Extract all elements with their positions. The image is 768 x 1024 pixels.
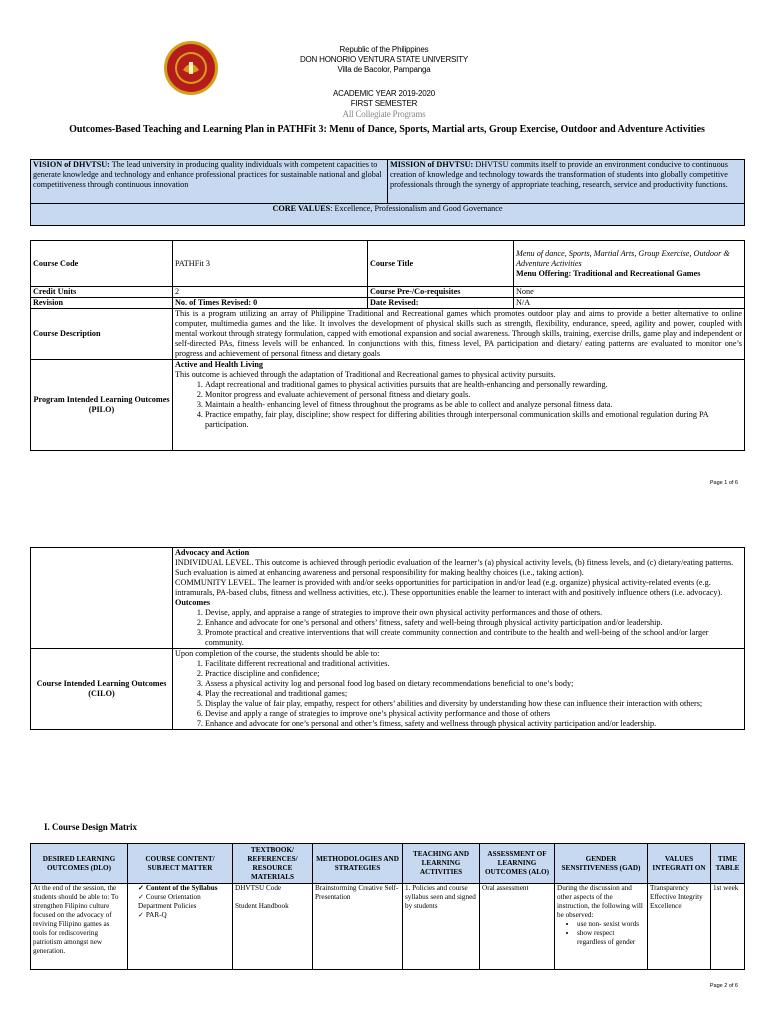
outcomes-table [30,547,745,730]
republic-line: Republic of the Philippines [339,45,429,54]
outcomes-list [175,608,742,648]
values-cell: Transparency Effective Integrity Excellence [648,884,711,970]
list-item: 2. Enhance and advocate for one’s personal and others’ fitness, safety and well-being through physical activity participation and/or leadership. [205,618,742,628]
letterhead [0,45,768,75]
section-title: I. Course Design Matrix [44,822,137,832]
list-item: 5. Display the value of fair play, empathy, respect for others’ abilities and diversity by understanding how these can influence their interaction with others; [205,699,742,709]
course-code-label: Course Code [31,241,173,287]
list-item: • use non- sexist words [577,920,645,929]
vision-text: The lead university in producing quality individuals with competent capacities to generate knowledge and technology and enhance professional practices for sustainable national and global competitiveness through continuous innovation [33,160,382,189]
core-values-label: CORE VALUES [272,204,331,213]
gad-list [557,920,645,947]
date-revised-label: Date Revised: [368,298,514,309]
mission-label: MISSION of DHVTSU: [390,160,474,169]
college-line: All Collegiate Programs [342,109,426,119]
list-item: • show respect regardless of gender [577,929,645,947]
advocacy-heading: Advocacy and Action [175,548,250,557]
reference-2: Student Handbook [235,902,289,910]
gad-cell [555,884,648,970]
date-revised-value: N/A [514,298,745,309]
gad-intro: During the discussion and other aspects of the instruction, the following will be observed: [557,884,643,919]
credit-units-value: 2 [173,287,368,298]
pilo-intro: This outcome is achieved through the adaptation of Traditional and Recreational games to physical activity pursuits. [175,370,556,379]
cilo-content [173,649,745,730]
course-code-value: PATHFit 3 [173,241,368,287]
dlo-cell: At the end of the session, the students should be able to: To strengthen Filipino culture focused on the advocacy of reviving Filipino games as tools for rediscovering patriotism amongst new generation. [31,884,128,970]
credit-units-label: Credit Units [31,287,173,298]
menu-offering: Menu Offering: Traditional and Recreational Games [516,268,701,278]
page-2 [0,535,768,1024]
list-item: 1. Facilitate different recreational and traditional activities. [205,659,742,669]
course-title-italic: Menu of dance, Sports, Martial Arts, Group Exercise, Outdoor & Adventure Activities [516,248,730,268]
cilo-label: Course Intended Learning Outcomes (CILO) [31,649,173,730]
vision-cell [31,160,388,204]
page-number: Page 2 of 6 [709,983,738,989]
list-item: 2. Practice discipline and confidence; [205,669,742,679]
course-description-text: This is a program utilizing an array of Philippine Traditional and Recreational games which promotes outdoor play and aims to provide a better alternative to online computer, multimedia games and the like. It involves the development of physical skills such as strength, flexibility, endurance, speed, agility and power, coupled with mental workout through strategy formulation, capped with emotional expansion and social awareness. Through skills, training, exercise drills, game play and independent or self-directed PAs, fitness levels will be enhanced. In conjunctions with this, fitness level, PA participation and dietary/ eating patterns are evaluated to monitor one’s progress and achievement of personal fitness and dietary goals [173,309,745,360]
term-info [0,89,768,119]
university-location: Villa de Bacolor, Pampanga [337,65,431,74]
revision-label: Revision [31,298,173,309]
advocacy-label-cell [31,548,173,649]
vision-mission-table [30,159,745,226]
header-methodologies: METHODOLOGIES AND STRATEGIES [313,844,403,884]
course-description-label: Course Description [31,309,173,360]
page-number: Page 1 of 6 [709,480,738,486]
header-content: COURSE CONTENT/ SUBJECT MATTER [128,844,233,884]
header-references: TEXTBOOK/ REFERENCES/ RESOURCE MATERIALS [233,844,313,884]
course-title-value [514,241,745,287]
list-item: ✓ Course Orientation Department Policies [138,893,230,911]
prereq-value: None [514,287,745,298]
cilo-list [175,659,742,729]
course-info-table [30,240,745,451]
core-values-cell [31,204,745,226]
list-item: 3. Promote practical and creative interventions that will create community connection and contribute to the health and well-being of the school and/or larger community. [205,628,742,648]
vision-label: VISION of DHVTSU: [33,160,110,169]
cilo-intro: Upon completion of the course, the students should be able to: [175,649,380,658]
pilo-label: Program Intended Learning Outcomes (PILO) [31,360,173,451]
methods-cell: Brainstorming Creative Self-Presentation [313,884,403,970]
pilo-content [173,360,745,451]
university-name: DON HONORIO VENTURA STATE UNIVERSITY [299,55,469,64]
mission-cell [388,160,745,204]
outcomes-heading: Outcomes [175,598,211,607]
course-design-matrix [30,843,745,970]
list-item: 1. Adapt recreational and traditional games to physical activities pursuits that are health-enhancing and personally rewarding. [205,380,742,390]
header-gad: GENDER SENSITIVENESS (GAD) [555,844,648,884]
list-item: 1. Devise, apply, and appraise a range of strategies to improve their own physical activity performances and those of others. [205,608,742,618]
advocacy-content [173,548,745,649]
list-item: 4. Practice empathy, fair play, discipline; show respect for differing abilities through interpersonal communication skills and emotional regulation during PA participation. [205,410,742,430]
mission-text: DHVTSU commits itself to provide an environment conducive to continuous creation of knowledge and technology towards the transformation of students into globally competitive professionals through the synergy of appropriate teaching, research, service and productivity functions. [390,160,728,189]
header-values: VALUES INTEGRATI ON [648,844,711,884]
table-row [31,884,745,970]
document-title: Outcomes-Based Teaching and Learning Plan in PATHFit 3: Menu of Dance, Sports, Martial arts, Group Exercise, Outdoor and Adventure Activities [69,124,705,135]
prereq-label: Course Pre-/Co-requisites [368,287,514,298]
list-item: 6. Devise and apply a range of strategies to improve one’s physical activity performance and those of others [205,709,742,719]
reference-1: DHVTSU Code [235,884,282,892]
page-1 [0,0,768,495]
pilo-list [175,380,742,430]
list-item: 3. Assess a physical activity log and personal food log based on dietary recommendations beneficial to one’s body; [205,679,742,689]
content-cell [128,884,233,970]
pilo-heading: Active and Health Living [175,360,264,369]
timetable-cell: 1st week [711,884,745,970]
individual-level-text: INDIVIDUAL LEVEL. This outcome is achieved through periodic evaluation of the learner’s (a) physical activity levels, (b) fitness levels, and (c) dietary/eating patterns. Such evaluation is aimed at enhancing awareness and personal responsibility for making healthy choices (i.e., taking action). [175,558,734,577]
course-title-label: Course Title [368,241,514,287]
list-item: ✓ PAR-Q [138,911,230,920]
core-values-text: : Excellence, Professionalism and Good Governance [330,204,503,213]
header-dlo: DESIRED LEARNING OUTCOMES (DLO) [31,844,128,884]
content-list [130,884,230,920]
header-timetable: TIME TABLE [711,844,745,884]
references-cell [233,884,313,970]
list-item: 2. Monitor progress and evaluate achievement of personal fitness and dietary goals. [205,390,742,400]
list-item: 4. Play the recreational and traditional games; [205,689,742,699]
alo-cell: Oral assessment [480,884,555,970]
list-item: ✓ Content of the Syllabus [138,884,230,893]
list-item: 3. Maintain a health- enhancing level of fitness throughout the programs as be able to collect and analyze personal fitness data. [205,400,742,410]
community-level-text: COMMUNITY LEVEL. The learner is provided with and/or seeks opportunities for participation in and/or lead (e.g. organize) physical activity-related events (e.g. intramurals, PA-based clubs, fitness and wellness activities, etc.). These opportunities enable the learner to interact with and positively influence others (i.e. advocacy). [175,578,723,597]
header-alo: ASSESSMENT OF LEARNING OUTCOMES (ALO) [480,844,555,884]
tla-cell: 1. Policies and course syllabus seen and signed by students [403,884,480,970]
list-item: 7. Enhance and advocate for one’s personal and other’s fitness, safety and wellness through physical activity participation and/or leadership. [205,719,742,729]
times-revised: No. of Times Revised: 0 [173,298,368,309]
semester: FIRST SEMESTER [350,99,418,108]
academic-year: ACADEMIC YEAR 2019-2020 [333,89,435,98]
header-tla: TEACHING AND LEARNING ACTIVITIES [403,844,480,884]
